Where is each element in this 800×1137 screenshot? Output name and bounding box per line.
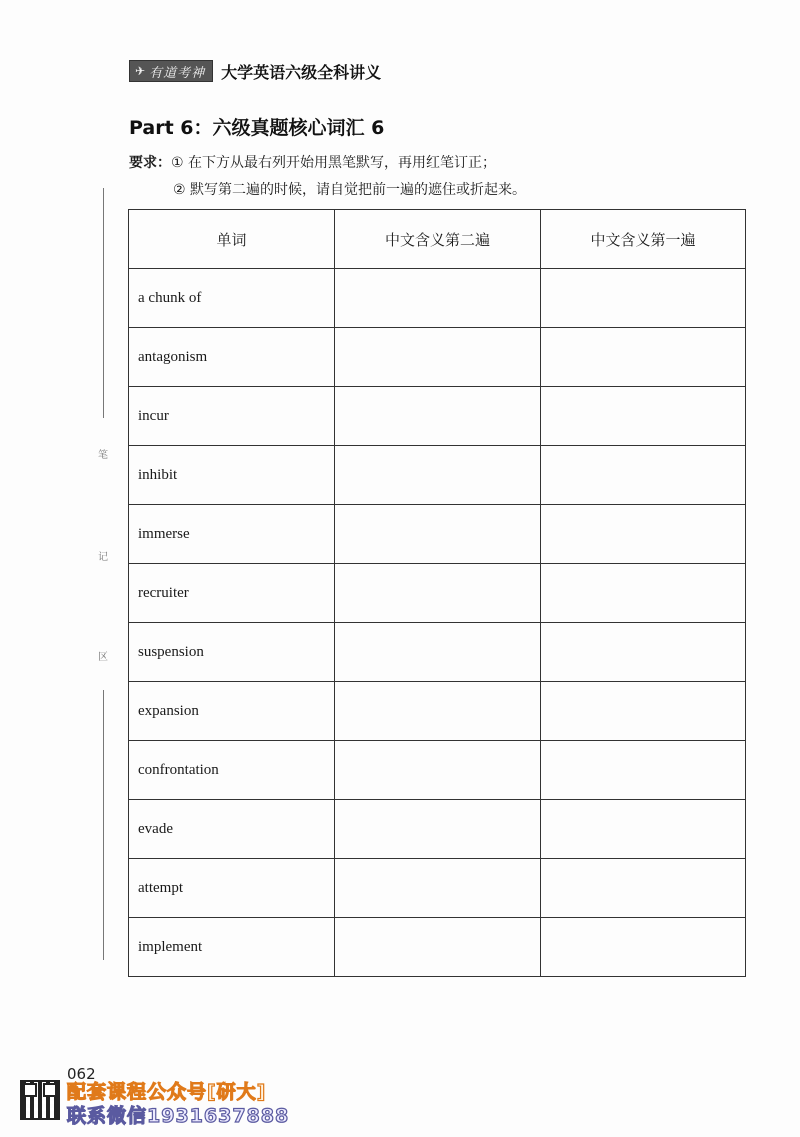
table-row bbox=[129, 623, 746, 682]
answer-cell-first[interactable] bbox=[541, 859, 746, 918]
answer-cell-first[interactable] bbox=[541, 682, 746, 741]
answer-cell-first[interactable] bbox=[541, 505, 746, 564]
vocabulary-table bbox=[128, 209, 746, 977]
word-cell: confrontation bbox=[129, 741, 335, 800]
word-cell: immerse bbox=[129, 505, 335, 564]
answer-cell-second[interactable] bbox=[335, 741, 541, 800]
word-cell: evade bbox=[129, 800, 335, 859]
requirement-label: 要求： bbox=[129, 155, 171, 171]
margin-divider-top bbox=[103, 188, 104, 418]
answer-cell-second[interactable] bbox=[335, 505, 541, 564]
table-row bbox=[129, 328, 746, 387]
logo-text: 有道考神 bbox=[149, 65, 206, 81]
answer-cell-second[interactable] bbox=[335, 859, 541, 918]
word-cell: expansion bbox=[129, 682, 335, 741]
table-row bbox=[129, 741, 746, 800]
table-row bbox=[129, 446, 746, 505]
word-cell: a chunk of bbox=[129, 269, 335, 328]
requirement-line-1 bbox=[129, 152, 496, 172]
promo-line-1: 配套课程公众号[研大] bbox=[67, 1081, 267, 1103]
answer-cell-second[interactable] bbox=[335, 387, 541, 446]
promo-line-2: 联系微信1931637888 bbox=[67, 1105, 290, 1127]
answer-cell-first[interactable] bbox=[541, 269, 746, 328]
side-note-char: 记 bbox=[98, 552, 108, 563]
answer-cell-second[interactable] bbox=[335, 564, 541, 623]
word-cell: recruiter bbox=[129, 564, 335, 623]
word-cell: attempt bbox=[129, 859, 335, 918]
table-row bbox=[129, 859, 746, 918]
answer-cell-second[interactable] bbox=[335, 682, 541, 741]
brand-logo bbox=[129, 60, 213, 82]
requirement-line-2: ② 默写第二遍的时候，请自觉把前一遍的遮住或折起来。 bbox=[173, 182, 526, 198]
word-cell: suspension bbox=[129, 623, 335, 682]
answer-cell-second[interactable] bbox=[335, 328, 541, 387]
answer-cell-first[interactable] bbox=[541, 800, 746, 859]
answer-cell-first[interactable] bbox=[541, 387, 746, 446]
qr-code-icon bbox=[20, 1080, 60, 1120]
table-row bbox=[129, 682, 746, 741]
answer-cell-first[interactable] bbox=[541, 564, 746, 623]
answer-cell-first[interactable] bbox=[541, 741, 746, 800]
table-row bbox=[129, 387, 746, 446]
answer-cell-first[interactable] bbox=[541, 918, 746, 977]
page-number: 062 bbox=[67, 1065, 96, 1083]
table-row bbox=[129, 918, 746, 977]
answer-cell-second[interactable] bbox=[335, 269, 541, 328]
word-cell: inhibit bbox=[129, 446, 335, 505]
word-cell: antagonism bbox=[129, 328, 335, 387]
table-header-row bbox=[129, 210, 746, 269]
answer-cell-second[interactable] bbox=[335, 623, 541, 682]
side-note-char: 笔 bbox=[98, 450, 108, 461]
table-row bbox=[129, 800, 746, 859]
answer-cell-second[interactable] bbox=[335, 446, 541, 505]
answer-cell-first[interactable] bbox=[541, 328, 746, 387]
word-cell: implement bbox=[129, 918, 335, 977]
margin-divider-bottom bbox=[103, 690, 104, 960]
column-header-second-pass: 中文含义第二遍 bbox=[335, 210, 541, 269]
word-cell: incur bbox=[129, 387, 335, 446]
answer-cell-second[interactable] bbox=[335, 918, 541, 977]
part-title: Part 6：六级真题核心词汇 6 bbox=[129, 117, 385, 139]
requirement-text-1: ① 在下方从最右列开始用黑笔默写，再用红笔订正； bbox=[171, 155, 496, 171]
column-header-first-pass: 中文含义第一遍 bbox=[541, 210, 746, 269]
side-note-char: 区 bbox=[98, 652, 108, 663]
table-row bbox=[129, 269, 746, 328]
page-header bbox=[129, 58, 381, 84]
table-row bbox=[129, 564, 746, 623]
answer-cell-first[interactable] bbox=[541, 623, 746, 682]
answer-cell-second[interactable] bbox=[335, 800, 541, 859]
running-figure-icon: ✈ bbox=[135, 64, 147, 78]
table-row bbox=[129, 505, 746, 564]
column-header-word: 单词 bbox=[129, 210, 335, 269]
answer-cell-first[interactable] bbox=[541, 446, 746, 505]
header-title: 大学英语六级全科讲义 bbox=[221, 62, 382, 82]
